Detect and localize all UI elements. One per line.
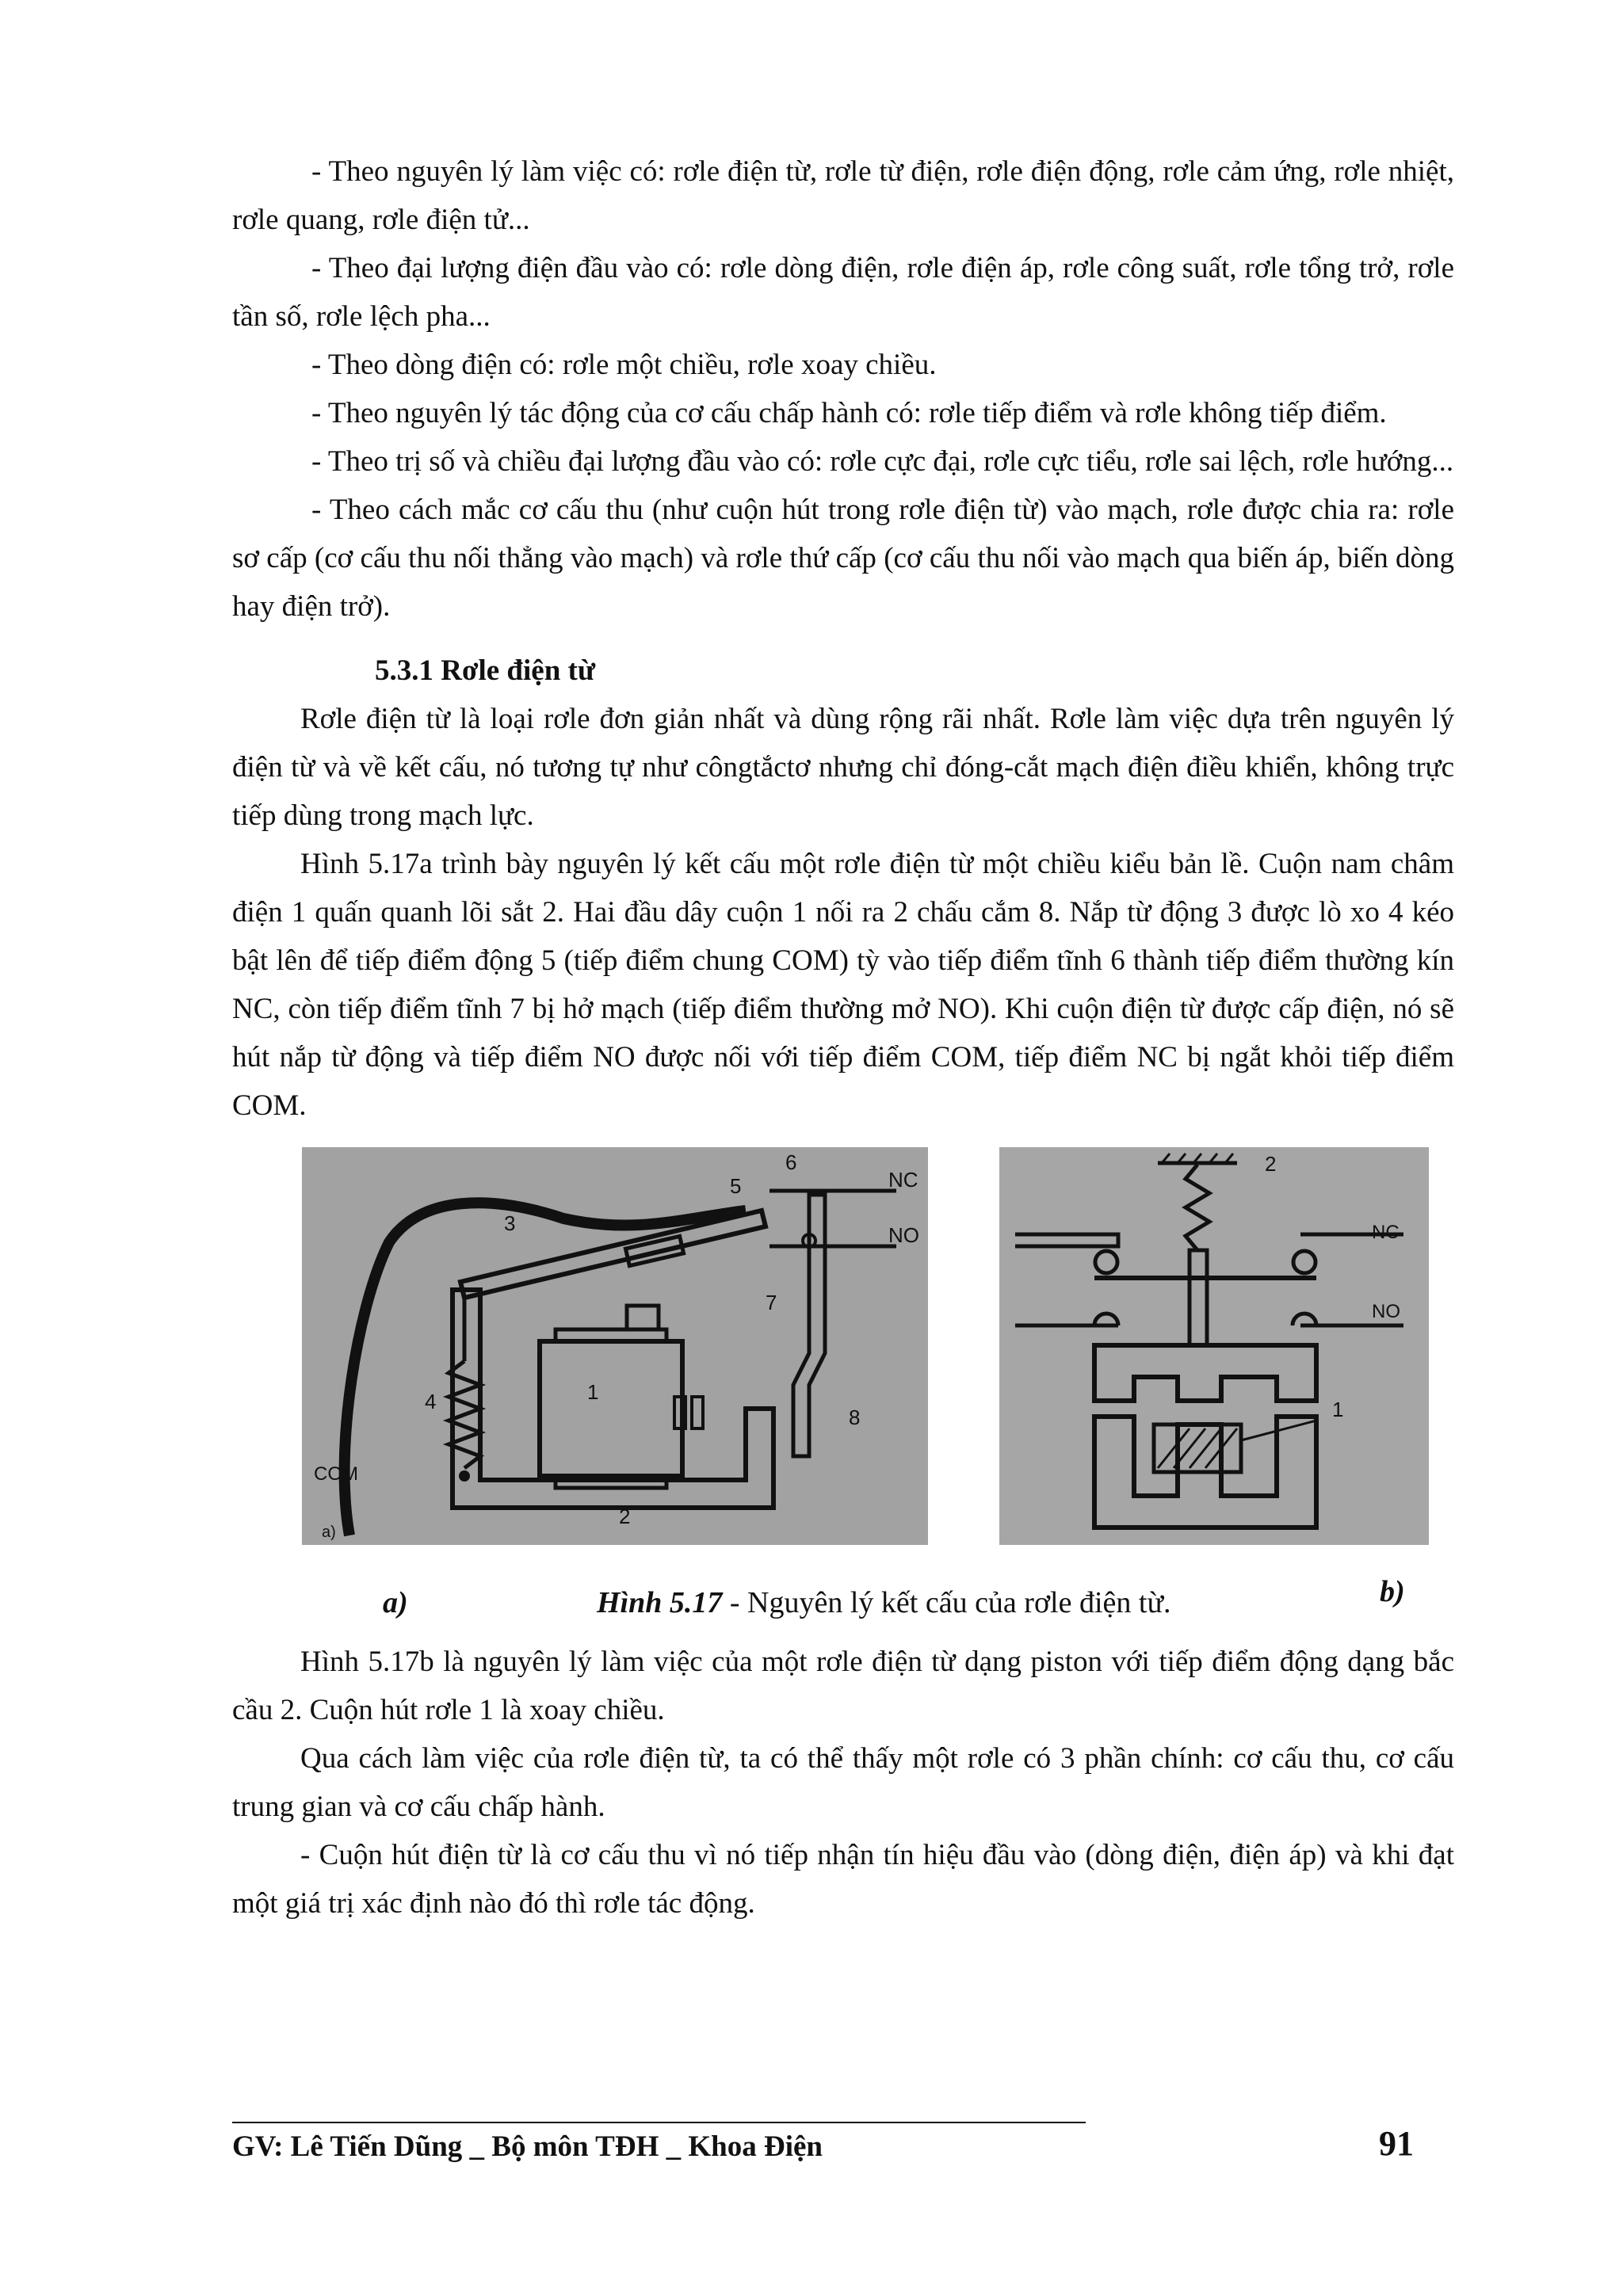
figure-b-piston-relay xyxy=(999,1147,1429,1545)
paragraph: - Theo trị số và chiều đại lượng đầu vào có: rơle cực đại, rơle cực tiểu, rơle sai lệch, rơle hướng... xyxy=(311,445,1454,478)
fig-a-label-2: 2 xyxy=(619,1505,631,1528)
section-title: 5.3.1 Rơle điện từ xyxy=(375,654,596,687)
figure-caption xyxy=(597,1579,1171,1627)
fig-b-label-2: 2 xyxy=(1265,1152,1277,1176)
paragraph: Hình 5.17a trình bày nguyên lý kết cấu một rơle điện từ một chiều kiểu bản lề. Cuộn nam châm điện 1 quấn quanh lõi sắt 2. Hai đầu dây cuộn 1 nối ra 2 chấu cắm 8. Nắp từ động 3 được lò xo 4 kéo bật lên để tiếp điểm động 5 (tiếp điểm chung COM) tỳ vào tiếp điểm tĩnh 6 thành tiếp điểm thường kín NC, còn tiếp điểm tĩnh 7 bị hở mạch (tiếp điểm thường mở NO). Khi cuộn điện từ được cấp điện, nó sẽ hút nắp từ động và tiếp điểm NO được nối với tiếp điểm COM, tiếp điểm NC bị ngắt khỏi tiếp điểm COM. xyxy=(232,848,1454,1122)
paragraph: Hình 5.17b là nguyên lý làm việc của một rơle điện từ dạng piston với tiếp điểm động dạng bắc cầu 2. Cuộn hút rơle 1 là xoay chiều. xyxy=(232,1646,1454,1726)
paragraph: - Theo đại lượng điện đầu vào có: rơle dòng điện, rơle điện áp, rơle công suất, rơle tổng trở, rơle tần số, rơle lệch pha... xyxy=(232,252,1454,333)
fig-a-label-5: 5 xyxy=(730,1174,742,1198)
fig-a-sub-label: a) xyxy=(322,1524,336,1541)
fig-b-label-1: 1 xyxy=(1332,1398,1344,1421)
caption-bold: Hình 5.17 xyxy=(597,1586,723,1619)
page-number: 91 xyxy=(1379,2124,1414,2163)
fig-a-label-3: 3 xyxy=(504,1211,516,1235)
paragraph: - Cuộn hút điện từ là cơ cấu thu vì nó tiếp nhận tín hiệu đầu vào (dòng điện, điện áp) và khi đạt một giá trị xác định nào đó thì rơle tác động. xyxy=(232,1839,1454,1920)
figure-b-drawing xyxy=(999,1147,1429,1545)
paragraph: - Theo cách mắc cơ cấu thu (như cuộn hút trong rơle điện từ) vào mạch, rơle được chia ra: rơle sơ cấp (cơ cấu thu nối thẳng vào mạch) và rơle thứ cấp (cơ cấu thu nối vào mạch qua biến áp, biến dòng hay điện trở). xyxy=(232,494,1454,623)
paragraph: Rơle điện từ là loại rơle đơn giản nhất và dùng rộng rãi nhất. Rơle làm việc dựa trên nguyên lý điện từ và về kết cấu, nó tương tự như côngtắctơ nhưng chỉ đóng-cắt mạch điện điều khiển, không trực tiếp dùng trong mạch lực. xyxy=(232,703,1454,832)
figure-a-drawing xyxy=(302,1147,928,1545)
fig-a-com-label: COM xyxy=(314,1463,358,1485)
fig-a-label-4: 4 xyxy=(425,1390,437,1413)
fig-a-no-label: NO xyxy=(888,1223,919,1247)
paragraph: - Theo dòng điện có: rơle một chiều, rơle xoay chiều. xyxy=(311,349,937,381)
figure-a-hinged-relay xyxy=(302,1147,928,1545)
fig-a-label-8: 8 xyxy=(849,1405,861,1429)
fig-a-label-1: 1 xyxy=(587,1380,599,1404)
paragraph: - Theo nguyên lý làm việc có: rơle điện từ, rơle từ điện, rơle điện động, rơle cảm ứng, rơle nhiệt, rơle quang, rơle điện tử... xyxy=(232,155,1454,236)
caption-text: - Nguyên lý kết cấu của rơle điện từ. xyxy=(722,1586,1171,1619)
figure-5-17 xyxy=(232,1147,1454,1579)
figure-caption-row xyxy=(232,1575,1454,1627)
page-content xyxy=(232,147,1454,1928)
paragraph: - Theo nguyên lý tác động của cơ cấu chấp hành có: rơle tiếp điểm và rơle không tiếp điểm. xyxy=(311,397,1387,429)
fig-a-nc-label: NC xyxy=(888,1168,918,1192)
fig-a-label-6: 6 xyxy=(785,1150,797,1174)
fig-b-nc-label: NC xyxy=(1372,1222,1400,1243)
paragraph: Qua cách làm việc của rơle điện từ, ta có thể thấy một rơle có 3 phần chính: cơ cấu thu, cơ cấu trung gian và cơ cấu chấp hành. xyxy=(232,1742,1454,1823)
figure-label-a: a) xyxy=(383,1586,408,1619)
footer-author: GV: Lê Tiến Dũng _ Bộ môn TĐH _ Khoa Điện xyxy=(232,2130,823,2163)
fig-b-no-label: NO xyxy=(1372,1301,1400,1322)
figure-label-b: b) xyxy=(1380,1575,1405,1608)
fig-a-label-7: 7 xyxy=(766,1291,777,1314)
footer-divider xyxy=(232,2122,1086,2123)
